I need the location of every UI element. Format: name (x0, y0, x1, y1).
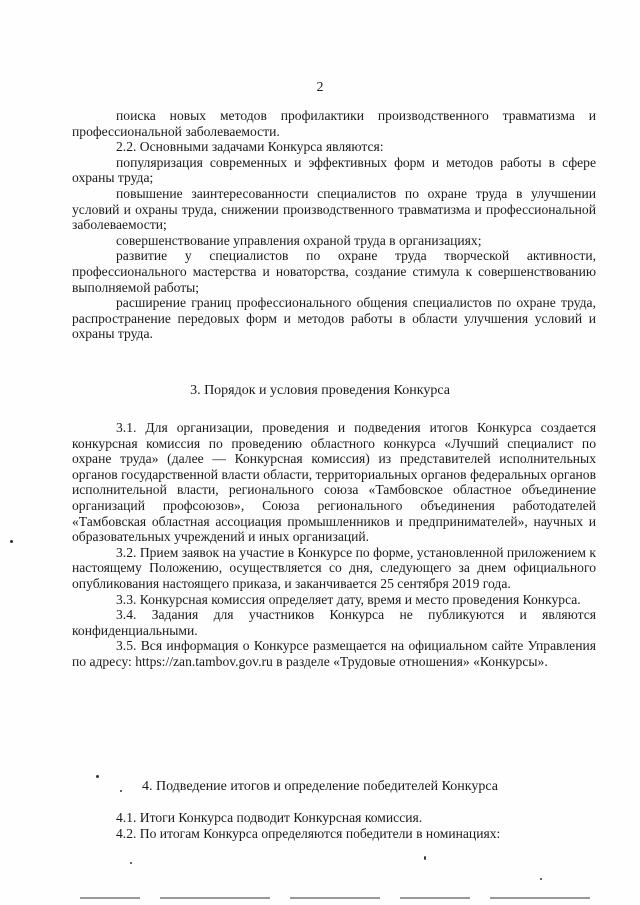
cropped-next-line (0, 894, 640, 904)
paragraph: повышение заинтересованности специалистов по охране труда в улучшении условий и охраны труда, снижении производственного травматизма и профессиональной заболеваемости; (72, 185, 596, 233)
scan-speck (130, 862, 132, 864)
paragraph: 4.2. По итогам Конкурса определяются победители в номинациях: (116, 825, 501, 841)
paragraph: 4.1. Итоги Конкурса подводит Конкурсная комиссия. (116, 810, 423, 825)
scan-speck (96, 775, 99, 778)
paragraph: расширение границ профессионального общения специалистов по охране труда, распространение передовых форм и методов работы в области улучшения условий и охраны труда. (72, 295, 596, 342)
paragraph: 2.2. Основными задачами Конкурса являются: (116, 139, 384, 155)
section-4-heading: 4. Подведение итогов и определение победителей Конкурса (141, 779, 499, 794)
paragraph: 3.1. Для организации, проведения и подведения итогов Конкурса создается конкурсная комиссия по проведению областного конкурса «Лучший специалист по охране труда» (далее — Конкурсная комиссия) из представителей исполнительных органов государственной власти области, территориальных органов федеральных органов исполнительной власти, регионального союза «Тамбовское областное объединение организаций профсоюзов», Союза регионального объединения работодателей «Тамбовская областная ассоциация промышленников и предпринимателей», научных и образовательных учреждений и иных организаций. (72, 420, 596, 545)
paragraph: 3.4. Задания для участников Конкурса не публикуются и являются конфиденциальными. (72, 607, 596, 638)
paragraph: 3.3. Конкурсная комиссия определяет дату, время и место проведения Конкурса. (116, 591, 581, 607)
section-3-body (72, 420, 596, 670)
paragraph: поиска новых методов профилактики производственного травматизма и профессиональной заболеваемости. (72, 108, 596, 139)
paragraph: 3.5. Вся информация о Конкурсе размещается на официальном сайте Управления по адресу: https://zan.tambov.gov.ru в разделе «Трудовые отношения» «Конкурсы». (72, 638, 596, 669)
section-3-heading: 3. Порядок и условия проведения Конкурса (190, 383, 450, 398)
section-2-continuation (72, 108, 596, 342)
paragraph: 3.2. Прием заявок на участие в Конкурсе по форме, установленной приложением к настоящему Положению, осуществляется со дня, следующего за днем официального опубликования настоящего приказа, и заканчивается 25 сентября 2019 года. (72, 544, 596, 591)
scan-speck (120, 790, 122, 792)
page-number: 2 (316, 80, 324, 95)
scan-speck (540, 878, 542, 880)
scan-speck (10, 540, 13, 543)
section-4-body (72, 810, 596, 841)
paragraph: популяризация современных и эффективных форм и методов работы в сфере охраны труда; (72, 154, 596, 186)
paragraph: развитие у специалистов по охране труда творческой активности, профессионального мастерства и новаторства, создание стимула к совершенствованию выполняемой работы; (72, 248, 596, 295)
scan-speck (424, 856, 426, 860)
paragraph: совершенствование управления охраной труда в организациях; (116, 232, 482, 248)
